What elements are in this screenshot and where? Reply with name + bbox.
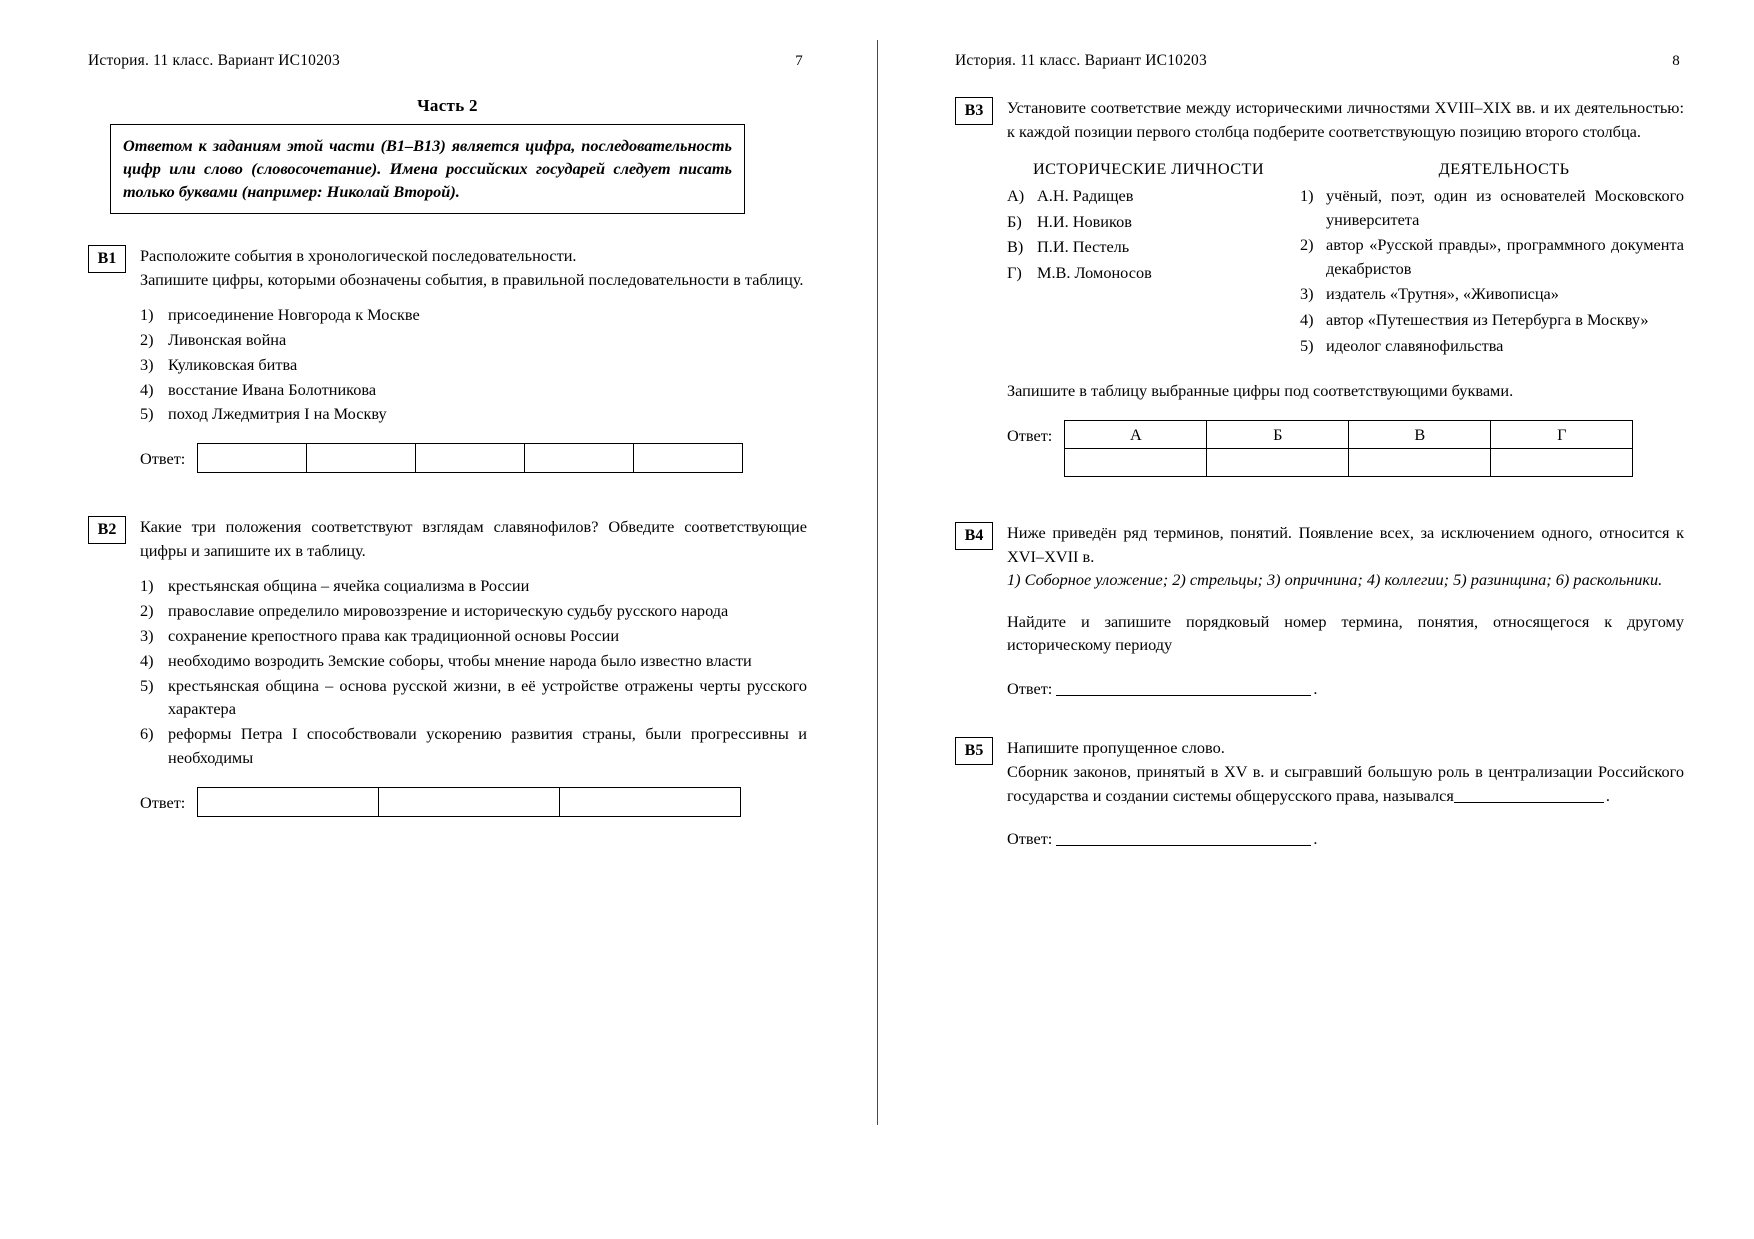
task-b1-text-2: Запишите цифры, которыми обозначены события, в правильной последовательности в таблицу.: [140, 270, 804, 290]
option-marker: 4): [140, 379, 154, 399]
task-b4-answer-row: Ответ: .: [1007, 678, 1318, 698]
list-item[interactable]: [140, 649, 807, 673]
right-page: [877, 0, 1754, 1239]
task-b4-text-1: Ниже приведён ряд терминов, понятий. Появление всех, за исключением одного, относится к XVI–XVII в.: [1007, 522, 1684, 566]
answer-label: Ответ:: [1007, 678, 1053, 698]
answer-input[interactable]: [1056, 831, 1311, 846]
task-b3: [955, 96, 1684, 477]
activity-text: издатель «Трутня», «Живописца»: [1326, 284, 1559, 304]
answer-label: Ответ:: [1007, 829, 1053, 849]
table-header-cell: А: [1065, 420, 1207, 448]
task-b5-answer-row: Ответ: .: [1007, 829, 1318, 849]
activity-text: учёный, поэт, один из основателей Московского университета: [1326, 185, 1684, 229]
task-b1-options: [140, 303, 807, 427]
task-b2: [88, 515, 807, 817]
task-b3-answer-row: [1007, 420, 1684, 477]
task-b1-text-1: Расположите события в хронологической последовательности.: [140, 246, 577, 266]
list-item: [140, 328, 807, 352]
list-item: [140, 378, 807, 402]
task-b2-answer-row: [140, 787, 807, 817]
person-text: М.В. Ломоносов: [1037, 262, 1152, 282]
document-title: История. 11 класс. Вариант ИС10203: [955, 52, 1207, 69]
task-b4-tag: В4: [955, 522, 993, 550]
task-b5-text-2-body: Сборник законов, принятый в XV в. и сыгравший большую роль в централизации Российского государства и создании системы общерусского права, назывался: [1007, 762, 1684, 805]
person-marker: В): [1007, 237, 1024, 257]
task-b2-options: [140, 574, 807, 771]
right-page-header: [955, 52, 1684, 70]
answer-cell[interactable]: [198, 444, 307, 473]
document-title: История. 11 класс. Вариант ИС10203: [88, 52, 340, 69]
table-row[interactable]: [1065, 448, 1633, 476]
option-marker: 1): [140, 304, 154, 324]
list-item: [140, 353, 807, 377]
list-item[interactable]: [140, 599, 807, 623]
column-header-activities: ДЕЯТЕЛЬНОСТЬ: [1438, 159, 1570, 179]
activity-marker: 5): [1300, 335, 1314, 355]
list-item[interactable]: [140, 722, 807, 770]
task-b5-text-1: Напишите пропущенное слово.: [1007, 738, 1225, 758]
task-b2-text-1: Какие три положения соответствуют взглядам славянофилов? Обведите соответствующие цифры и запишите их в таблицу.: [140, 517, 807, 561]
list-item: [1007, 235, 1290, 259]
task-b3-instruction: Запишите в таблицу выбранные цифры под соответствующими буквами.: [1007, 381, 1514, 401]
page-number: 7: [795, 53, 803, 69]
activity-marker: 4): [1300, 310, 1314, 329]
activities-list: [1300, 184, 1684, 357]
task-b3-columns: [1007, 157, 1684, 359]
option-text: православие определило мировоззрение и историческую судьбу русского народа: [168, 600, 729, 620]
option-marker[interactable]: 1): [140, 575, 154, 595]
answer-cell[interactable]: [416, 444, 525, 473]
answer-cell[interactable]: [379, 788, 560, 817]
option-text: Ливонская война: [168, 329, 287, 349]
answer-label: Ответ:: [1007, 425, 1053, 445]
task-b5-text-2: [1007, 760, 1684, 807]
option-text: реформы Петра I способствовали ускорению развития страны, были прогрессивны и необходимы: [168, 724, 807, 768]
inline-blank[interactable]: [1454, 788, 1604, 803]
person-text: Н.И. Новиков: [1037, 211, 1132, 231]
option-marker[interactable]: 5): [140, 675, 154, 695]
part-title: Часть 2: [417, 96, 478, 115]
answer-label: Ответ:: [140, 793, 186, 813]
task-b4-text-2: Найдите и запишите порядковый номер термина, понятия, относящегося к другому историческому периоду: [1007, 611, 1684, 655]
part-instructions-box: Ответом к заданиям этой части (В1–В13) является цифра, последовательность цифр или слово (словосочетание). Имена российских государей следует писать только буквами (например: Николай Второй).: [110, 124, 745, 214]
list-item[interactable]: [140, 624, 807, 648]
list-item: [1300, 233, 1684, 280]
persons-list: [1007, 184, 1290, 285]
option-marker: 5): [140, 404, 154, 424]
task-b5-tag: В5: [955, 737, 993, 765]
table-header-cell: Б: [1207, 420, 1349, 448]
task-b4-terms: 1) Соборное уложение; 2) стрельцы; 3) опричнина; 4) коллегии; 5) разинщина; 6) раскольники.: [1007, 570, 1663, 590]
task-b2-tag: В2: [88, 516, 126, 544]
list-item: [1007, 261, 1290, 285]
table-row: [1065, 420, 1633, 448]
table-header-cell: В: [1349, 420, 1491, 448]
activity-marker: 3): [1300, 284, 1314, 304]
option-text: крестьянская община – ячейка социализма в России: [168, 575, 530, 595]
task-b5: [955, 736, 1684, 851]
option-marker[interactable]: 6): [140, 724, 154, 744]
task-b2-answer-table[interactable]: [197, 787, 741, 817]
answer-cell[interactable]: [307, 444, 416, 473]
option-marker[interactable]: 2): [140, 600, 154, 620]
activity-marker: 1): [1300, 185, 1314, 205]
answer-cell[interactable]: [634, 444, 743, 473]
left-page-header: [88, 52, 807, 70]
answer-cell[interactable]: [1065, 448, 1207, 476]
answer-cell[interactable]: [1207, 448, 1349, 476]
list-item: [1300, 308, 1684, 332]
table-header-cell: Г: [1491, 420, 1633, 448]
person-marker: А): [1007, 185, 1025, 205]
option-marker[interactable]: 4): [140, 650, 154, 670]
task-b1-tag: В1: [88, 245, 126, 273]
list-item: [140, 402, 807, 426]
task-b3-answer-table[interactable]: [1064, 420, 1633, 477]
answer-cell[interactable]: [1349, 448, 1491, 476]
option-text: поход Лжедмитрия I на Москву: [168, 404, 387, 424]
option-text: необходимо возродить Земские соборы, чтобы мнение народа было известно власти: [168, 650, 752, 670]
task-b4: [955, 521, 1684, 701]
activity-text: идеолог славянофильства: [1326, 335, 1504, 355]
list-item: [1300, 334, 1684, 358]
option-text: Куликовская битва: [168, 354, 298, 374]
option-marker[interactable]: 3): [140, 625, 154, 645]
list-item[interactable]: [140, 674, 807, 722]
list-item: [1007, 210, 1290, 234]
answer-cell[interactable]: [525, 444, 634, 473]
list-item: [140, 303, 807, 327]
list-item[interactable]: [140, 574, 807, 598]
person-text: П.И. Пестель: [1037, 237, 1130, 257]
task-b1: [88, 244, 807, 473]
task-b1-answer-row: [140, 443, 807, 473]
option-text: крестьянская община – основа русской жизни, в её устройстве отражены черты русского характера: [168, 675, 807, 719]
answer-input[interactable]: [1056, 681, 1311, 696]
activity-text: автор «Русской правды», программного документа декабристов: [1326, 235, 1684, 278]
task-b3-text-1: Установите соответствие между историческими личностями XVIII–XIX вв. и их деятельностью: к каждой позиции первого столбца подберите соответствующую позицию второго столбца.: [1007, 98, 1684, 141]
answer-label: Ответ:: [140, 449, 186, 469]
answer-cell[interactable]: [1491, 448, 1633, 476]
list-item: [1007, 184, 1290, 208]
column-header-persons: ИСТОРИЧЕСКИЕ ЛИЧНОСТИ: [1033, 159, 1264, 179]
page-number: 8: [1672, 53, 1680, 69]
activity-text: автор «Путешествия из Петербурга в Москву»: [1326, 310, 1649, 329]
person-marker: Г): [1007, 262, 1022, 282]
person-marker: Б): [1007, 211, 1022, 231]
list-item: [1300, 184, 1684, 231]
option-text: присоединение Новгорода к Москве: [168, 304, 420, 324]
option-marker: 2): [140, 329, 154, 349]
list-item: [1300, 282, 1684, 306]
task-b1-answer-table[interactable]: [197, 443, 743, 473]
option-marker: 3): [140, 354, 154, 374]
person-text: А.Н. Радищев: [1037, 185, 1134, 205]
option-text: сохранение крепостного права как традиционной основы России: [168, 625, 620, 645]
task-b3-tag: В3: [955, 97, 993, 125]
option-text: восстание Ивана Болотникова: [168, 379, 377, 399]
answer-cell[interactable]: [560, 788, 741, 817]
task-b5-text-2-period: .: [1605, 785, 1610, 805]
answer-cell[interactable]: [198, 788, 379, 817]
activity-marker: 2): [1300, 235, 1314, 255]
